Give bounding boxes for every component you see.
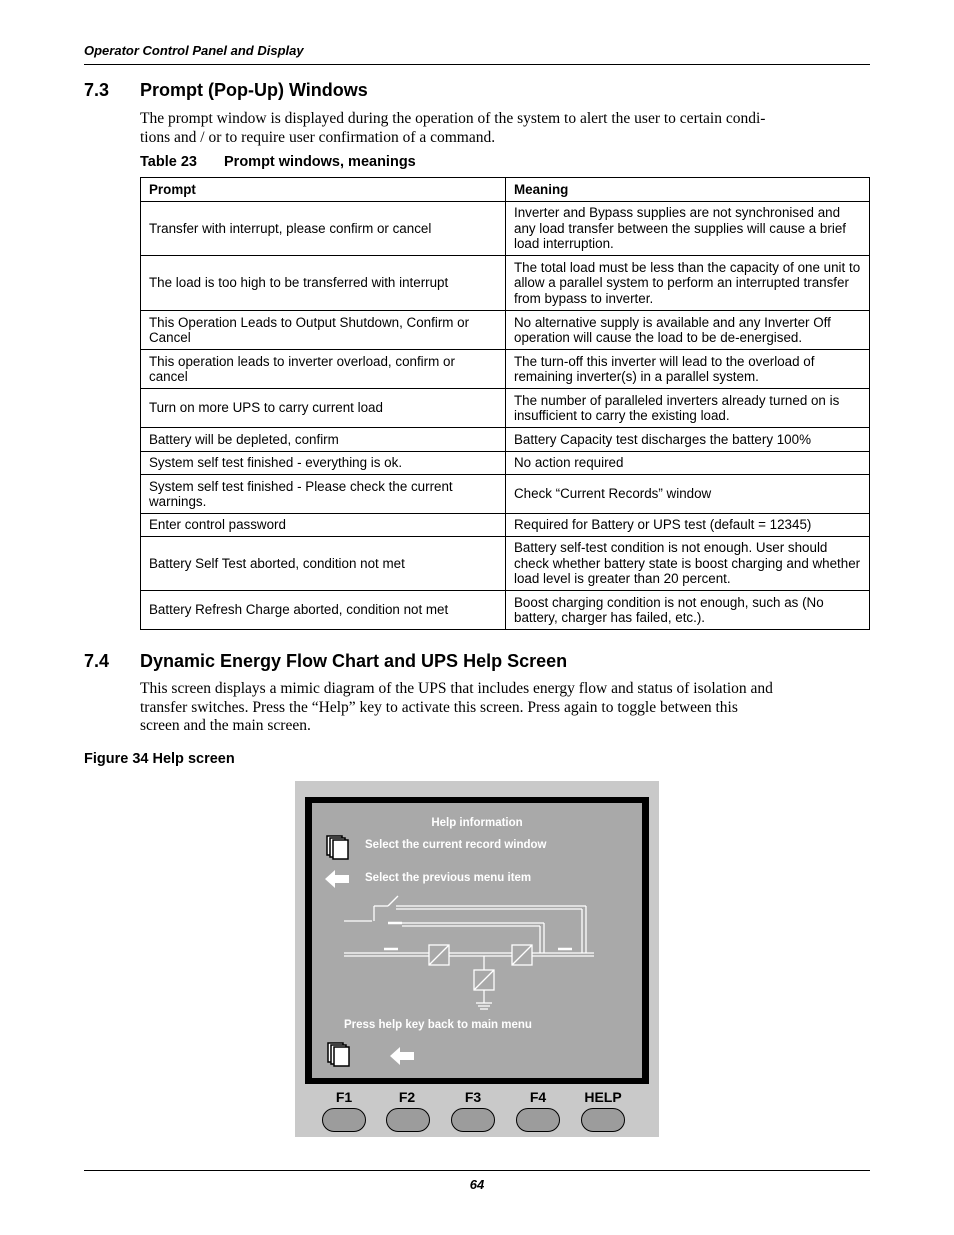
page-number: 64 bbox=[469, 1177, 485, 1192]
prompt-cell: Battery Refresh Charge aborted, condition not met bbox=[141, 591, 506, 630]
section-7-4-paragraph bbox=[140, 680, 870, 736]
prompt-cell: This Operation Leads to Output Shutdown, Confirm or Cancel bbox=[141, 311, 506, 350]
header-rule bbox=[84, 64, 870, 65]
prompt-windows-table bbox=[140, 177, 870, 630]
running-header: Operator Control Panel and Display bbox=[84, 43, 304, 58]
meaning-cell: No action required bbox=[506, 452, 870, 475]
record-window-help-text: Select the current record window bbox=[365, 839, 547, 851]
record-window-icon bbox=[325, 834, 351, 860]
meaning-cell: Inverter and Bypass supplies are not synchronised and any load transfer between the supplies will cause a brief load interruption. bbox=[506, 202, 870, 256]
help-button[interactable] bbox=[581, 1108, 625, 1132]
column-header-prompt: Prompt bbox=[141, 178, 506, 202]
table-row bbox=[141, 311, 870, 350]
table-row bbox=[141, 350, 870, 389]
table-row bbox=[141, 256, 870, 311]
table-row bbox=[141, 591, 870, 630]
prompt-cell: The load is too high to be transferred with interrupt bbox=[141, 256, 506, 311]
footer-rule bbox=[84, 1170, 870, 1171]
left-arrow-icon bbox=[389, 1046, 415, 1066]
meaning-cell: The number of paralleled inverters already turned on is insufficient to carry the existing load. bbox=[506, 389, 870, 428]
meaning-cell: Boost charging condition is not enough, such as (No battery, charger has failed, etc.). bbox=[506, 591, 870, 630]
meaning-cell: The total load must be less than the capacity of one unit to allow a parallel system to perform an interrupted transfer from bypass to inverter. bbox=[506, 256, 870, 311]
prompt-cell: System self test finished - everything is ok. bbox=[141, 452, 506, 475]
table-row bbox=[141, 537, 870, 591]
section-7-3-number: 7.3 bbox=[84, 80, 110, 100]
f2-key-label: F2 bbox=[398, 1089, 416, 1105]
f2-button[interactable] bbox=[386, 1108, 430, 1132]
table-row bbox=[141, 389, 870, 428]
section-7-3-paragraph bbox=[140, 110, 870, 147]
meaning-cell: Required for Battery or UPS test (default = 12345) bbox=[506, 514, 870, 537]
f3-key-label: F3 bbox=[464, 1089, 482, 1105]
prompt-cell: This operation leads to inverter overload, confirm or cancel bbox=[141, 350, 506, 389]
f3-button[interactable] bbox=[451, 1108, 495, 1132]
table-caption-title: Prompt windows, meanings bbox=[224, 154, 416, 170]
prompt-cell: Battery Self Test aborted, condition not met bbox=[141, 537, 506, 591]
previous-item-help-text: Select the previous menu item bbox=[365, 872, 532, 884]
column-header-meaning: Meaning bbox=[506, 178, 870, 202]
table-header-row bbox=[141, 178, 870, 202]
back-to-main-help-text: Press help key back to main menu bbox=[344, 1019, 532, 1031]
left-arrow-icon bbox=[324, 869, 350, 889]
section-7-3-title: Prompt (Pop-Up) Windows bbox=[140, 80, 368, 100]
prompt-cell: Battery will be depleted, confirm bbox=[141, 428, 506, 452]
energy-flow-mimic-diagram bbox=[336, 893, 600, 1011]
paragraph-line: screen and the main screen. bbox=[140, 717, 311, 734]
meaning-cell: Check “Current Records” window bbox=[506, 475, 870, 514]
section-7-4-title: Dynamic Energy Flow Chart and UPS Help Screen bbox=[140, 651, 568, 671]
table-row bbox=[141, 428, 870, 452]
f4-key-label: F4 bbox=[529, 1089, 547, 1105]
record-window-icon bbox=[326, 1041, 352, 1067]
table-row bbox=[141, 202, 870, 256]
table-caption-label: Table 23 bbox=[140, 154, 197, 170]
prompt-cell: Transfer with interrupt, please confirm or cancel bbox=[141, 202, 506, 256]
prompt-cell: Turn on more UPS to carry current load bbox=[141, 389, 506, 428]
help-screen-title: Help information bbox=[431, 817, 523, 829]
paragraph-line: tions and / or to require user confirmation of a command. bbox=[140, 128, 496, 146]
paragraph-line: The prompt window is displayed during the operation of the system to alert the user to certain condi- bbox=[140, 110, 766, 127]
prompt-cell: System self test finished - Please check the current warnings. bbox=[141, 475, 506, 514]
section-7-4-number: 7.4 bbox=[84, 651, 110, 671]
f1-key-label: F1 bbox=[335, 1089, 353, 1105]
f4-button[interactable] bbox=[516, 1108, 560, 1132]
table-row bbox=[141, 475, 870, 514]
meaning-cell: No alternative supply is available and any Inverter Off operation will cause the load to be de-energised. bbox=[506, 311, 870, 350]
help-key-label: HELP bbox=[584, 1089, 622, 1105]
figure-caption: Figure 34 Help screen bbox=[84, 751, 235, 767]
prompt-cell: Enter control password bbox=[141, 514, 506, 537]
table-row bbox=[141, 452, 870, 475]
paragraph-line: This screen displays a mimic diagram of the UPS that includes energy flow and status of isolation and bbox=[140, 680, 773, 697]
paragraph-line: transfer switches. Press the “Help” key to activate this screen. Press again to toggle between this bbox=[140, 698, 738, 716]
meaning-cell: Battery Capacity test discharges the battery 100% bbox=[506, 428, 870, 452]
table-row bbox=[141, 514, 870, 537]
meaning-cell: The turn-off this inverter will lead to the overload of remaining inverter(s) in a parallel system. bbox=[506, 350, 870, 389]
meaning-cell: Battery self-test condition is not enough. User should check whether battery state is boost charging and whether load level is greater than 20 percent. bbox=[506, 537, 870, 591]
f1-button[interactable] bbox=[322, 1108, 366, 1132]
